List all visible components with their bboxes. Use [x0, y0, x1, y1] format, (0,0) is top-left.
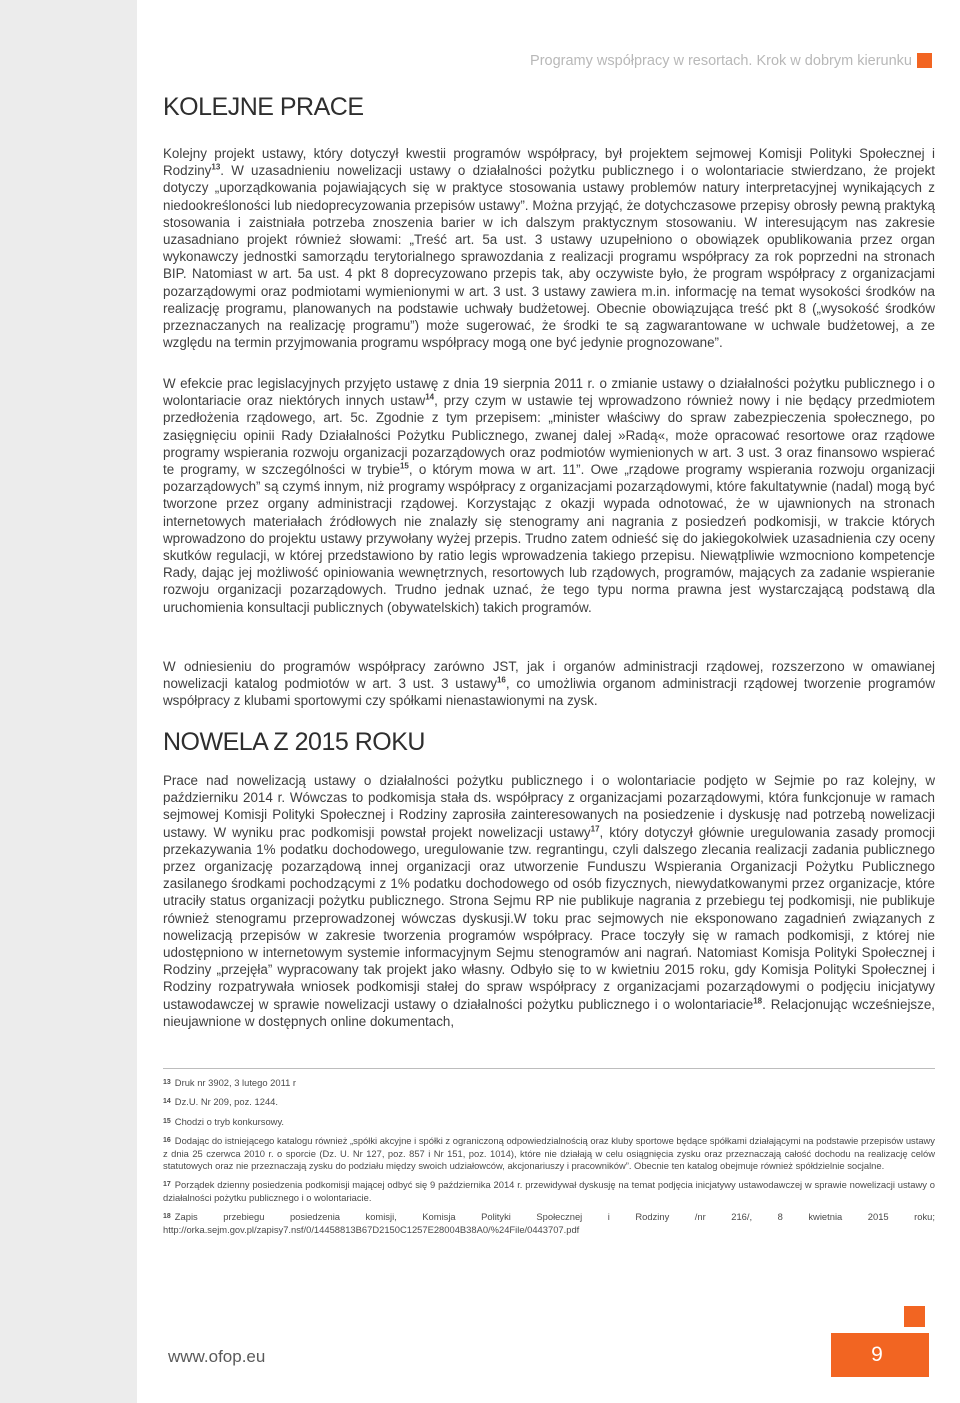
footnote-17: $^{17}$ Porządek dzienny posiedzenia podkomisji mającej odbyć się 9 października 2014 r. przewidywał dyskusję na temat podjęcia inicjatywy ustawodawczej w sprawie nowelizacji ustawy o działalności pożytku publicznego i o wolontariacie. — [163, 1179, 935, 1203]
running-header: Programy współpracy w resortach. Krok w dobrym kierunku — [530, 53, 912, 69]
paragraph-2: W efekcie prac legislacyjnych przyjęto ustawę z dnia 19 sierpnia 2011 r. o zmianie ustawy o działalności pożytku publicznego i o wolontariacie oraz niektórych innych ustaw$^{14}$, przy czym w ustawie tej wprowadzono również nowy i nie będący przedmiotem przedłożenia rządowego, art. 5c. Zgodnie z tym przepisem: „minister właściwy do spraw zabezpieczenia społecznego, po zasięgnięciu opinii Rady Działalności Pożytku Publicznego, zwanej dalej »Radą«, może opracować resortowe oraz rządowe programy wspierania rozwoju organizacji pozarządowych oraz podmiotów wymienionych w art. 3 ust. 3 oraz finansowo wspierać te programy, w szczególności w trybie$^{15}$, o którym mowa w art. 11”. Owe „rządowe programy wspierania rozwoju organizacji pozarządowych” są czymś innym, niż programy współpracy z organizacjami pozarządowymi, które fakultatywnie (nadal) mogą być tworzone przez organy administracji rządowej. Korzystając z okazji wypada odnotować, że w ujawnionych na stronach internetowych materiałach źródłowych nie znalazły się stenogramy ani nagrania z posiedzeń podkomisji, w trakcie których wprowadzono do projektu ustawy przywołany wyżej przepis. Trudno zatem odnieść się do jakiegokolwiek uzasadnienia czy oceny skutków regulacji, w której przedstawiono by ratio legis wprowadzenia takiego przepisu. Niewątpliwie wzmocniono kompetencje Rady, dając jej możliwość opiniowania wewnętrznych, resortowych lub rządowych, programów, mających za zadanie wspieranie rozwoju organizacji pozarządowych. Trudno jednak uznać, że tego typu norma prawna jest wystarczającą podstawą dla uruchomienia konsultacji publicznych (obywatelskich) takich programów. — [163, 376, 935, 615]
paragraph-1: Kolejny projekt ustawy, który dotyczył kwestii programów współpracy, był projektem sejmowej Komisji Polityki Społecznej i Rodziny$^{13}$. W uzasadnieniu nowelizacji ustawy o działalności pożytku publicznego i o wolontariacie stwierdzano, że projekt dotyczy „uporządkowania pojawiających się w praktyce stosowania ustawy problemów natury interpretacyjnej wynikających z niedookreśloności lub niedoprecyzowania przepisów ustawy”. Można przyjąć, że dotychczasowe przepisy obrosły pewną praktyką stosowania i zaistniała potrzeba znoszenia barier w ich dalszym praktycznym stosowaniu. W interesującym nas zakresie uzasadniano projekt również słowami: „Treść art. 5a ust. 3 ustawy uzupełniono o obowiązek opublikowania przez organ wykonawczy jednostki samorządu terytorialnego sprawozdania z realizacji programu współpracy za rok poprzedni na stronach BIP. Natomiast w art. 5a ust. 4 pkt 8 doprecyzowano przepis tak, aby oczywiste było, że program współpracy z organizacjami pozarządowymi oraz podmiotami wymienionymi w art. 3 ust. 3 ustawy zawiera m.in. informację na temat wysokości środków na realizację programu, planowanych na podstawie uchwały budżetowej. Obecnie obowiązująca treść pkt 8 („wysokość środków przeznaczanych na realizację programu”) może sugerować, że środki te są zagwarantowane w uchwale budżetowej, a ze względu na termin przyjmowania programu współpracy mogą one być jedynie prognozowane”. — [163, 146, 935, 351]
footnote-ref-14[interactable]: 14 — [425, 392, 435, 402]
footnote-16: $^{16}$ Dodając do istniejącego katalogu również „spółki akcyjne i spółki z ograniczoną odpowiedzialnością oraz kluby sportowe będące spółkami działającymi na podstawie przepisów ustawy z dnia 25 czerwca 2010 r. o sporcie (Dz. U. Nr 127, poz. 857 i Nr 151, poz. 1014), które nie działają w celu osiągnięcia zysku oraz przeznaczają całość dochodu na realizację celów statutowych oraz nie przeznaczają zysku do podziału między swoich udziałowców, akcjonariuszy i pracowników”. Obecnie ten katalog obejmuje również spółdzielnie socjalne. — [163, 1135, 935, 1172]
footer-website-link[interactable]: www.ofop.eu — [168, 1347, 266, 1366]
left-margin-band — [0, 0, 137, 1403]
footnote-15: $^{15}$ Chodzi o tryb konkursowy. — [163, 1115, 285, 1127]
footnote-18[interactable]: $^{18}$ Zapis przebiegu posiedzenia komisji, Komisja Polityki Społecznej i Rodziny /nr 216/, 8 kwietnia 2015 roku; http://orka.sejm.gov.pl/zapisy7.nsf/0/14458813B67D2150C1257E28004B38A0/%24File/0443707.pdf — [163, 1211, 935, 1235]
section-title-kolejne-prace: KOLEJNE PRACE — [163, 93, 364, 121]
orange-square-icon — [917, 53, 932, 68]
page-number: 9 — [871, 1343, 883, 1366]
footnotes-divider — [163, 1068, 935, 1069]
footnote-ref-15[interactable]: 15 — [399, 461, 409, 471]
paragraph-3: W odniesieniu do programów współpracy zarówno JST, jak i organów administracji rządowej, rozszerzono w omawianej nowelizacji katalog podmiotów w art. 3 ust. 3 ustawy$^{16}$, co umożliwia organom administracji rządowej tworzenie programów współpracy z klubami sportowymi czy spółkami nienastawionymi na zysk. — [163, 659, 935, 709]
footnote-ref-17[interactable]: 17 — [590, 824, 600, 834]
footnote-13: $^{13}$ Druk nr 3902, 3 lutego 2011 r — [163, 1077, 297, 1088]
footnote-ref-18[interactable]: 18 — [753, 996, 763, 1006]
footnote-ref-16[interactable]: 16 — [496, 675, 506, 685]
paragraph-4: Prace nad nowelizacją ustawy o działalności pożytku publicznego i o wolontariacie podjęto w Sejmie po raz kolejny, w październiku 2014 r. Wówczas to podkomisja stała ds. współpracy z organizacjami pozarządowymi, która funkcjonuje w ramach sejmowej Komisji Polityki Społecznej i Rodziny zaprosiła zainteresowanych na posiedzenie i dyskusję nad potrzebą nowelizacji ustawy. W wyniku prac podkomisji powstał projekt nowelizacji ustawy$^{17}$, który dotyczył głównie uregulowania zasady promocji przekazywania 1% podatku dochodowego, uregulowanie tzw. regrantingu, czyli dalszego zlecania realizacji zadania publicznego przez organizację pozarządową innej organizacji oraz utworzenie Funduszu Wspierania Organizacji Pożytku Publicznego zasilanego środkami pochodzącymi z 1% podatku dochodowego od osób fizycznych, niewydatkowanymi przez organizacje, które utraciły status organizacji pożytku publicznego. Strona Sejmu RP nie publikuje nagrania z przebiegu tej podkomisji, nie publikuje również stenogramu przeprowadzonej wówczas dyskusji.W toku prac sejmowych nie eksponowano zagadnień związanych z nowelizacją przepisów w zakresie tworzenia programów współpracy. Prace toczyły się w ramach podkomisji, z której nie udostępniono w internetowym systemie informacyjnym Sejmu stenogramów ani nagrań. Natomiast Komisja Polityki Społecznej i Rodziny „przejęła” wypracowany tak projekt jako własny. Odbyło się to w kwietniu 2015 roku, gdy Komisja Polityki Społecznej i Rodziny rozpatrywała wniosek podkomisji stałej do spraw współpracy z organizacjami pozarządowymi o podjęciu inicjatywy ustawodawczej w sprawie nowelizacji ustawy o działalności pożytku publicznego i o wolontariacie$^{18}$. Relacjonując wcześniejsze, nieujawnione w dostępnych online dokumentach, — [163, 773, 936, 1029]
footnote-14: $^{14}$ Dz.U. Nr 209, poz. 1244. — [163, 1096, 278, 1108]
footnotes — [163, 1077, 935, 1243]
section-title-nowela-2015: NOWELA Z 2015 ROKU — [163, 728, 425, 756]
footnote-ref-13[interactable]: 13 — [211, 162, 221, 172]
orange-square-icon — [904, 1306, 925, 1327]
